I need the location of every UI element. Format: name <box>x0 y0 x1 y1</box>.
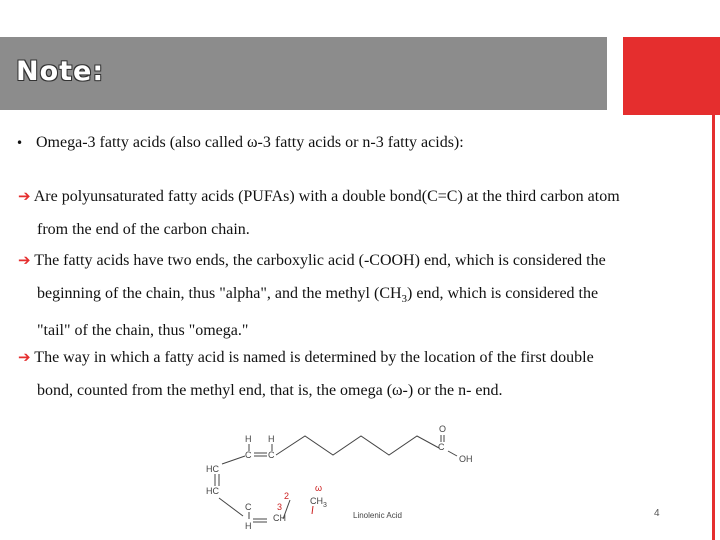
bullet-heading <box>16 134 464 152</box>
label-c-bottom: C <box>245 502 252 512</box>
paragraph-3-line-2: bond, counted from the methyl end, that is, the omega (ω-) or the n- end. <box>37 381 503 399</box>
diagram-caption: Linolenic Acid <box>353 511 402 520</box>
paragraph-2-text-2b: ) end, which is considered the <box>407 284 599 302</box>
label-o: O <box>439 424 447 434</box>
label-ch-bottom: CH <box>273 513 286 523</box>
label-h1: H <box>245 434 252 444</box>
arrow-icon: ➔ <box>18 187 31 205</box>
carbon-zigzag <box>276 436 439 455</box>
paragraph-3-line-1 <box>18 341 708 375</box>
paragraph-1-text-1: Are polyunsaturated fatty acids (PUFAs) with a double bond(C=C) at the third carbon atom <box>33 188 620 205</box>
bond-lower-left <box>219 498 243 516</box>
label-hc2: HC <box>206 486 219 496</box>
slide-title: Note: <box>16 56 105 87</box>
label-h2: H <box>268 434 275 444</box>
paragraph-3 <box>18 341 708 407</box>
bond-oh <box>448 451 457 456</box>
bullet-marker: • <box>16 136 24 150</box>
label-h-bottom: H <box>245 521 252 530</box>
arrow-icon: ➔ <box>18 348 31 366</box>
paragraph-1-line-1 <box>18 180 708 214</box>
paragraph-3-text-1: The way in which a fatty acid is named is determined by the location of the first double <box>34 349 594 366</box>
paragraph-2-text-2a: beginning of the chain, thus "alpha", and the methyl (CH <box>37 284 402 302</box>
bullet-text: Omega-3 fatty acids (also called ω-3 fatty acids or n-3 fatty acids): <box>36 134 464 151</box>
arrow-icon: ➔ <box>18 251 31 269</box>
label-oh: OH <box>459 454 473 464</box>
paragraph-2-line-1 <box>18 244 708 278</box>
label-c2: C <box>268 450 275 460</box>
accent-line <box>712 115 715 540</box>
paragraph-2-line-2 <box>18 278 708 316</box>
label-hc1: HC <box>206 464 219 474</box>
omega-marker <box>312 506 313 514</box>
label-c1: C <box>245 450 252 460</box>
linolenic-acid-diagram <box>195 420 485 530</box>
paragraph-2 <box>18 244 708 348</box>
label-c-carboxyl: C <box>438 442 445 452</box>
accent-block <box>623 37 720 115</box>
label-omega: ω <box>315 483 323 493</box>
paragraph-1-line-2: from the end of the carbon chain. <box>37 220 250 238</box>
label-ch3: $CH_3$ <box>310 496 327 509</box>
paragraph-1 <box>18 180 708 246</box>
page-number: 4 <box>654 508 660 519</box>
paragraph-2-line-3: "tail" of the chain, thus "omega." <box>37 322 249 340</box>
paragraph-2-text-1: The fatty acids have two ends, the carboxylic acid (-COOH) end, which is considered the <box>34 252 606 269</box>
bond-chain-left <box>222 456 245 464</box>
subscript-3: 3 <box>401 292 408 305</box>
label-num-2: 2 <box>284 491 290 501</box>
label-num-3: 3 <box>277 502 283 512</box>
